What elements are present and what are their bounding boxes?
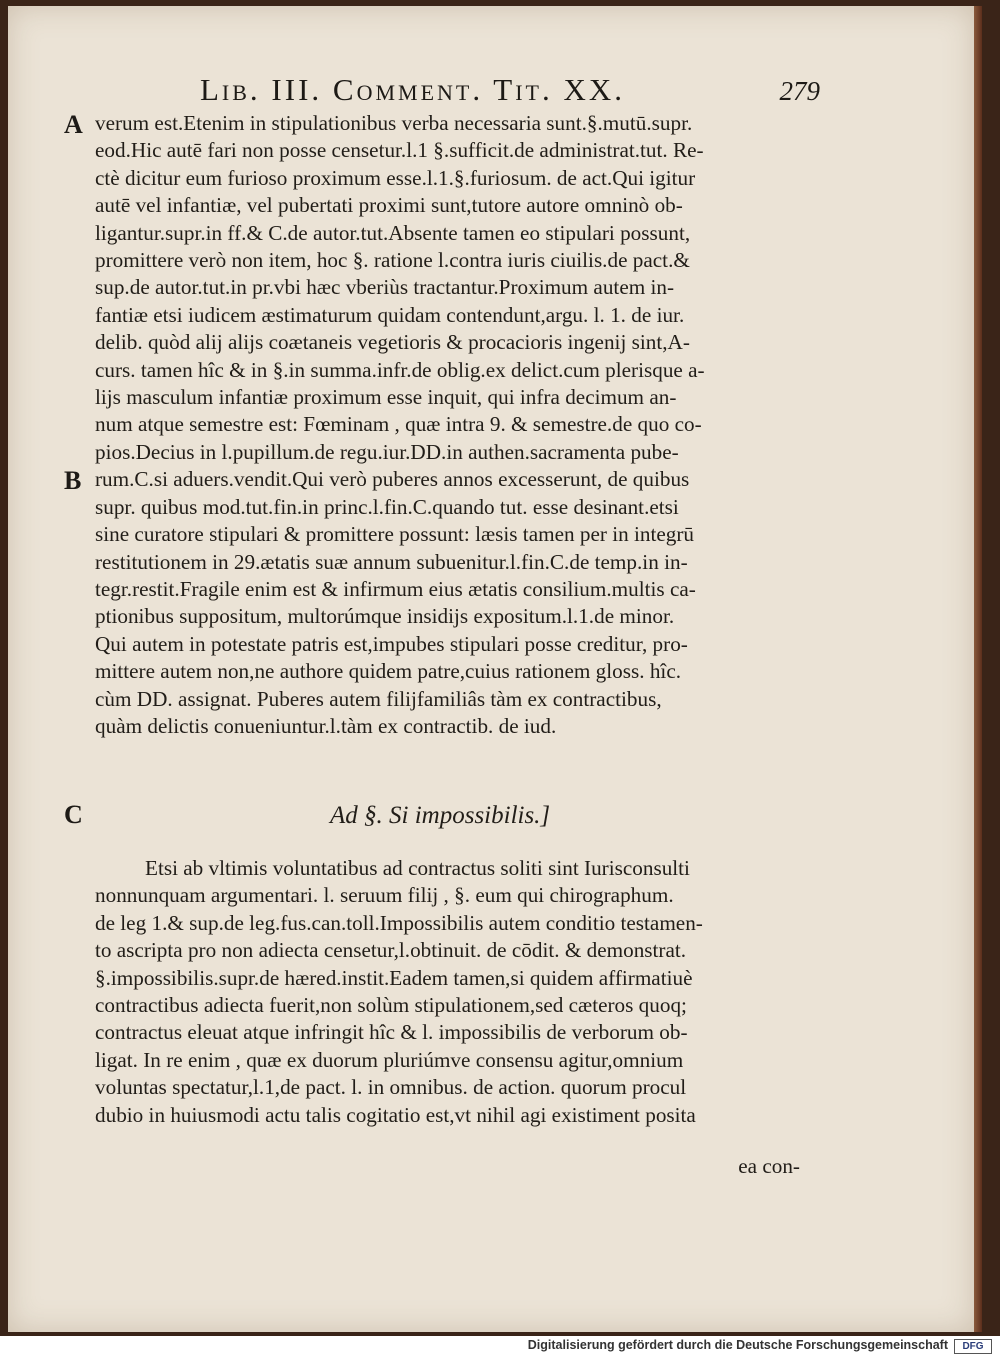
page-number: 279 [779, 76, 820, 106]
dfg-logo: DFG [954, 1339, 992, 1354]
margin-marker-c: C [64, 800, 83, 829]
text-line: nonnunquam argumentari. l. seruum filij , §. eum qui chirographum. [95, 883, 674, 908]
text-line: contractus eleuat atque infringit hîc & l. impossibilis de verborum ob- [95, 1020, 688, 1045]
text-line: cùm DD. assignat. Puberes autem filijfamiliâs tàm ex contractibus, [95, 686, 662, 711]
section-heading: Ad §. Si impossibilis.] [330, 802, 551, 829]
text-line: sine curatore stipulari & promittere possunt: læsis tamen per in integrū [95, 522, 695, 547]
text-line: lijs masculum infantiæ proximum esse inquit, qui infra decimum an- [95, 385, 677, 410]
text-line: ctè dicitur eum furioso proximum esse.l.1.§.furiosum. de act.Qui igitur [95, 165, 696, 190]
text-line: ptionibus suppositum, multorúmque insidijs expositum.l.1.de minor. [95, 604, 675, 629]
text-line: restitutionem in 29.ætatis suæ annum subuenitur.l.fin.C.de temp.in in- [95, 549, 688, 574]
text-line: rum.C.si aduers.vendit.Qui verò puberes annos excesserunt, de quibus [95, 467, 690, 492]
text-line: to ascripta pro non adiecta censetur,l.obtinuit. de cōdit. & demonstrat. [95, 938, 687, 963]
margin-marker-a: A [64, 110, 83, 139]
text-line: verum est.Etenim in stipulationibus verba necessaria sunt.§.mutū.supr. [95, 111, 693, 135]
text-line: contractibus adiecta fuerit,non solùm stipulationem,sed cæteros quoq; [95, 993, 687, 1018]
text-line: autē vel infantiæ, vel pubertati proximi sunt,tutore autore omninò ob- [95, 193, 683, 218]
text-line: ligantur.supr.in ff.& C.de autor.tut.Absente tamen eo stipulari possunt, [95, 220, 691, 245]
text-block-c [95, 855, 800, 1129]
text-line: mittere autem non,ne authore quidem patre,cuius rationem gloss. hîc. [95, 659, 682, 684]
text-line: Etsi ab vltimis voluntatibus ad contractus soliti sint Iurisconsulti [145, 856, 690, 880]
text-line: ligat. In re enim , quæ ex duorum pluriúmve consensu agitur,omnium [95, 1047, 684, 1072]
funding-credit: Digitalisierung gefördert durch die Deutsche Forschungsgemeinschaft [527, 1338, 948, 1352]
digitization-footer [0, 1336, 1000, 1356]
text-line: curs. tamen hîc & in §.in summa.infr.de oblig.ex delict.cum plerisque a- [95, 357, 705, 382]
margin-marker-b: B [64, 466, 82, 495]
text-line: dubio in huiusmodi actu talis cogitatio est,vt nihil agi existiment posita [95, 1102, 696, 1127]
text-line: promittere verò non item, hoc §. ratione l.contra iuris ciuilis.de pact.& [95, 248, 690, 273]
text-line: num atque semestre est: Fœminam , quæ intra 9. & semestre.de quo co- [95, 412, 702, 437]
catchword: ea con- [738, 1154, 800, 1178]
page-edge [974, 6, 982, 1332]
text-line: §.impossibilis.supr.de hæred.instit.Eadem tamen,si quidem affirmatiuè [95, 965, 693, 990]
running-title: Lib. III. Comment. Tit. XX. [200, 72, 626, 107]
text-block-a [95, 110, 800, 740]
text-line: eod.Hic autē fari non posse censetur.l.1 §.sufficit.de administrat.tut. Re- [95, 138, 704, 163]
text-line: quàm delictis conueniuntur.l.tàm ex contractib. de iud. [95, 713, 557, 738]
text-line: supr. quibus mod.tut.fin.in princ.l.fin.C.quando tut. esse desinant.etsi [95, 494, 679, 519]
text-line: voluntas spectatur,l.1,de pact. l. in omnibus. de action. quorum procul [95, 1075, 687, 1100]
text-line: sup.de autor.tut.in pr.vbi hæc vberiùs tractantur.Proximum autem in- [95, 275, 675, 300]
text-line: de leg 1.& sup.de leg.fus.can.toll.Impossibilis autem conditio testamen- [95, 910, 703, 935]
text-line: delib. quòd alij alijs coætaneis vegetioris & procacioris ingenij sint,A- [95, 330, 690, 355]
catchword-row [95, 1153, 800, 1180]
text-line: fantiæ etsi iudicem æstimaturum quidam contendunt,argu. l. 1. de iur. [95, 302, 685, 327]
text-line: Qui autem in potestate patris est,impubes stipulari posse creditur, pro- [95, 631, 688, 656]
text-line: pios.Decius in l.pupillum.de regu.iur.DD.in authen.sacramenta pube- [95, 439, 679, 464]
text-line: tegr.restit.Fragile enim est & infirmum eius ætatis consilium.multis ca- [95, 576, 696, 601]
